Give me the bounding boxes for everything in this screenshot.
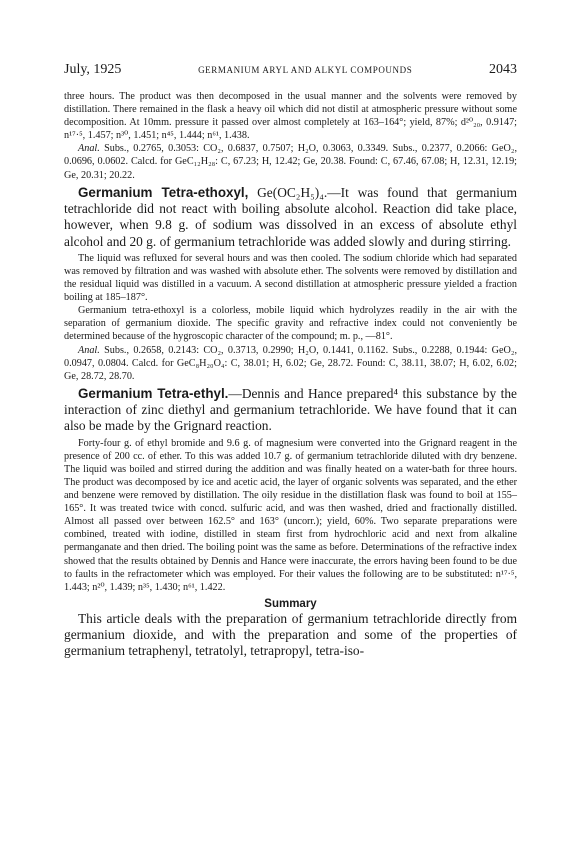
section-heading-tetra-ethoxyl: Germanium Tetra-ethoxyl,	[78, 184, 249, 200]
running-header	[64, 62, 517, 78]
analysis-label: Anal.	[78, 344, 100, 356]
analysis-text: Subs., 0.2658, 0.2143: CO₂, 0.3713, 0.2990; H₂O, 0.1441, 0.1162. Subs., 0.2288, 0.1944: GeO₂, 0.0947, 0.0804. Calcd. for GeC₈H₂₀O₄: C, 38.01; H, 6.02; Ge, 28.72. Found: C, 38.11, 38.07; H, 6.02, 6.02; Ge, 28.72, 28.70.	[64, 344, 517, 382]
paragraph-ethyl-procedure: Forty-four g. of ethyl bromide and 9.6 g. of magnesium were converted into the Grignard reagent in the presence of 200 cc. of ether. To this was added 10.7 g. of germanium tetrachloride diluted with dry benzene. The liquid was boiled and stirred during the addition and was finally heated on a water-bath for three hours. The product was decomposed by ice and acetic acid, the layer of organic solvents was separated, and the ether and benzene were removed by distillation. The oily residue in the distillation flask was found to boil at 155–165°. It was treated twice with concd. sulfuric acid, and was then washed, dried and fractionally distilled. Almost all passed over between 162.5° and 163° (uncorr.); yield, 60%. Two separate preparations were combined, treated with iodine, distilled in steam first from hydrochloric acid and next from alkaline permanganate and then dried. The boiling point was the same as before. Determinations of the refractive index showed that the results obtained by Dennis and Hance were inaccurate, the errors having been found to be due to faults in the refractometer which was employed. For their values the following are to be substituted: n¹⁷·⁵, 1.443; n²⁰, 1.439; n³⁵, 1.430; n⁶¹, 1.422.	[64, 437, 517, 593]
section-heading-tetra-ethyl: Germanium Tetra-ethyl.	[78, 385, 229, 401]
summary-text: This article deals with the preparation of germanium tetrachloride directly from germanium dioxide, and with the preparation and some of the properties of germanium tetraphenyl, tetratolyl, tetrapropyl, tetra-iso-	[64, 610, 517, 659]
section-text-tetra-ethoxyl: Ge(OC₂H₅)₄.—It was found that germanium tetrachloride did not react with boiling absolute alcohol. Reaction did take place, however, when 9.8 g. of sodium was dissolved in an excess of absolute ethyl alcohol and 20 g. of germanium tetrachloride was added slowly and during stirring.	[64, 184, 517, 249]
header-date: July, 1925	[64, 62, 122, 77]
summary-heading: Summary	[264, 597, 317, 610]
section-tetra-ethoxyl	[64, 185, 517, 250]
analysis-tetra-ethoxyl	[64, 344, 517, 383]
paragraph-ethoxyl-properties: Germanium tetra-ethoxyl is a colorless, mobile liquid which hydrolyzes readily in the air with the separation of germanium dioxide. The specific gravity and refractive index could not conveniently be determined because of the hygroscopic character of the compound; m. p., —81°.	[64, 305, 517, 343]
analysis-label: Anal.	[78, 143, 100, 155]
section-tetra-ethyl	[64, 386, 517, 435]
analysis-text: Subs., 0.2765, 0.3053: CO₂, 0.6837, 0.7507; H₂O, 0.3063, 0.3349. Subs., 0.2377, 0.2066: GeO₂, 0.0696, 0.0602. Calcd. for GeC₁₂H₂₈: C, 67.23; H, 12.42; Ge, 20.38. Found: C, 67.46, 67.08; H, 12.31, 12.19; Ge, 20.31; 20.22.	[64, 143, 517, 181]
header-title: GERMANIUM ARYL AND ALKYL COMPOUNDS	[198, 65, 413, 75]
analysis-tetrapropyl	[64, 142, 517, 181]
section-text-tetra-ethyl: —Dennis and Hance prepared⁴ this substance by the interaction of zinc diethyl and germanium tetrachloride. We have found that it can also be made by the Grignard reaction.	[64, 385, 517, 434]
paragraph-ethoxyl-procedure: The liquid was refluxed for several hours and was then cooled. The sodium chloride which had separated was removed by filtration and was washed with absolute ether. The solvents were removed by distillation and the residual liquid was distilled in a vacuum. A second distillation at atmospheric pressure yielded a fraction boiling at 185–187°.	[64, 252, 517, 304]
paragraph-continued: three hours. The product was then decomposed in the usual manner and the solvents were removed by distillation. There remained in the flask a heavy oil which did not distil at atmospheric pressure without some decomposition. At 10mm. pressure it passed over almost completely at 163–164°; yield, 87%; d²⁰₂₀, 0.9147; n¹⁷·⁵, 1.457; n³⁰, 1.451; n⁴⁵, 1.444; n⁶¹, 1.438.	[64, 91, 517, 142]
header-page-number: 2043	[488, 62, 517, 77]
